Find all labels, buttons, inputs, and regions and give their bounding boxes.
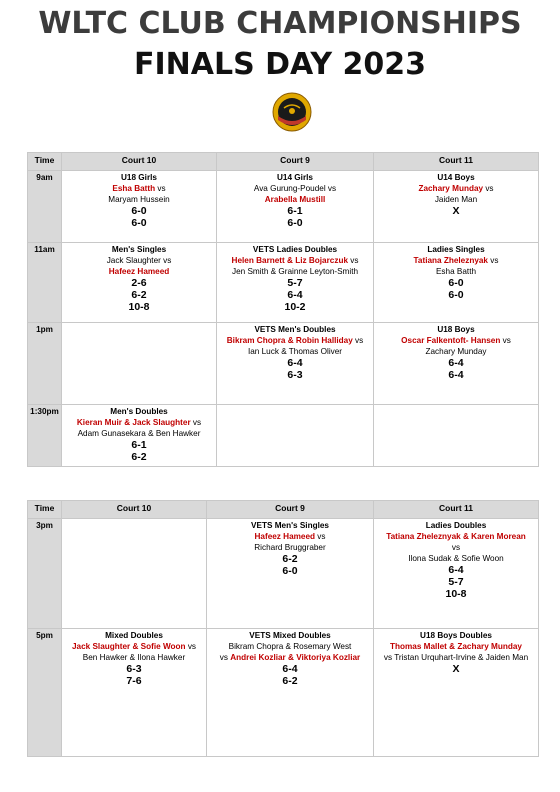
club-logo-icon bbox=[272, 92, 312, 132]
table-row bbox=[28, 323, 539, 405]
winner-name: Zachary Munday bbox=[418, 184, 484, 193]
opponent-name: Ian Luck & Thomas Oliver bbox=[247, 347, 343, 356]
header-court-11: Court 11 bbox=[374, 501, 539, 519]
score: 7-6 bbox=[126, 675, 142, 687]
event-name: U14 Girls bbox=[277, 173, 313, 182]
winner-name: Thomas Mallet & Zachary Munday bbox=[390, 642, 522, 651]
event-name: Men's Singles bbox=[111, 245, 167, 254]
score: 6-3 bbox=[126, 663, 142, 675]
winner-name: Oscar Falkentoft- Hansen bbox=[401, 336, 501, 345]
opponent-name: Ilona Sudak & Sofie Woon bbox=[408, 554, 504, 563]
vs-text: vs bbox=[315, 532, 326, 541]
event-name: Ladies Singles bbox=[427, 245, 485, 254]
header-time: Time bbox=[28, 153, 62, 171]
vs-text: vs bbox=[190, 418, 202, 427]
score: 10-8 bbox=[128, 301, 150, 313]
opponent-name: Ben Hawker & Ilona Hawker bbox=[82, 653, 186, 662]
match-cell bbox=[374, 323, 539, 405]
event-name: Men's Doubles bbox=[110, 407, 168, 416]
score: 2-6 bbox=[131, 277, 147, 289]
table-row bbox=[28, 243, 539, 323]
winner-name: Esha Batth bbox=[112, 184, 156, 193]
time-cell: 11am bbox=[28, 243, 62, 323]
header-court-10: Court 10 bbox=[62, 153, 217, 171]
score: 6-2 bbox=[282, 553, 298, 565]
score: 6-0 bbox=[131, 205, 147, 217]
empty-cell bbox=[62, 519, 207, 629]
event-name: VETS Mixed Doubles bbox=[249, 631, 331, 640]
opponent-name: Ava Gurung-Poudel vs bbox=[253, 184, 337, 193]
opponent-name: Jen Smith & Grainne Leyton-Smith bbox=[231, 267, 359, 276]
header-court-11: Court 11 bbox=[374, 153, 539, 171]
event-name: VETS Men's Doubles bbox=[254, 325, 336, 334]
score: 6-4 bbox=[448, 369, 464, 381]
opponent-name: Jaiden Man bbox=[434, 195, 478, 204]
score: 5-7 bbox=[287, 277, 303, 289]
table-row bbox=[28, 171, 539, 243]
event-name: U18 Boys bbox=[437, 325, 475, 334]
event-name: Ladies Doubles bbox=[425, 521, 487, 530]
score: 10-2 bbox=[284, 301, 306, 313]
event-name: U18 Boys Doubles bbox=[420, 631, 492, 640]
vs-text: vs bbox=[483, 184, 494, 193]
opponent-name: Bikram Chopra & Rosemary West bbox=[228, 642, 352, 651]
opponent-name: Jack Slaughter vs bbox=[106, 256, 172, 265]
score: X bbox=[452, 205, 460, 217]
score: 6-0 bbox=[131, 217, 147, 229]
vs-text: vs bbox=[451, 543, 461, 552]
empty-cell bbox=[62, 323, 217, 405]
score: X bbox=[452, 663, 460, 675]
match-cell bbox=[374, 243, 539, 323]
event-name: Mixed Doubles bbox=[105, 631, 163, 640]
winner-name: Tatiana Zheleznyak & Karen Morean bbox=[386, 532, 526, 541]
vs-text: vs bbox=[488, 256, 499, 265]
winner-name: Arabella Mustill bbox=[264, 195, 326, 204]
event-name: VETS Ladies Doubles bbox=[252, 245, 338, 254]
vs-text: vs bbox=[348, 256, 359, 265]
vs-text: vs bbox=[383, 653, 393, 662]
page-title: WLTC CLUB CHAMPIONSHIPS bbox=[38, 6, 522, 41]
match-cell bbox=[374, 171, 539, 243]
winner-name: Kieran Muir & Jack Slaughter bbox=[76, 418, 191, 427]
match-cell bbox=[62, 629, 207, 757]
score: 6-1 bbox=[287, 205, 303, 217]
table-header-row bbox=[28, 501, 539, 519]
score: 6-0 bbox=[282, 565, 298, 577]
event-name: VETS Men's Singles bbox=[251, 521, 329, 530]
table-row bbox=[28, 629, 539, 757]
vs-text: vs bbox=[500, 336, 511, 345]
match-cell bbox=[62, 405, 217, 467]
time-cell: 9am bbox=[28, 171, 62, 243]
match-cell bbox=[62, 243, 217, 323]
opponent-name: Tristan Urquhart-Irvine & Jaiden Man bbox=[394, 653, 529, 662]
vs-text: vs bbox=[352, 336, 364, 345]
vs-text: vs bbox=[219, 653, 228, 662]
match-cell bbox=[217, 171, 374, 243]
time-cell: 1:30pm bbox=[28, 405, 62, 467]
opponent-name: Richard Bruggraber bbox=[254, 543, 326, 552]
winner-name: Jack Slaughter & Sofie Woon bbox=[71, 642, 186, 651]
empty-cell bbox=[217, 405, 374, 467]
vs-text: vs bbox=[155, 184, 166, 193]
empty-cell bbox=[374, 405, 539, 467]
score: 6-1 bbox=[131, 439, 147, 451]
winner-name: Andrei Kozliar & Viktoriya Kozliar bbox=[230, 653, 361, 662]
opponent-name: Esha Batth bbox=[435, 267, 477, 276]
score: 6-4 bbox=[287, 289, 303, 301]
event-name: U14 Boys bbox=[437, 173, 475, 182]
winner-name: Hafeez Hameed bbox=[108, 267, 170, 276]
header-court-9: Court 9 bbox=[207, 501, 374, 519]
match-cell bbox=[217, 243, 374, 323]
score: 6-2 bbox=[282, 675, 298, 687]
score: 6-2 bbox=[131, 451, 147, 463]
event-name: U18 Girls bbox=[121, 173, 157, 182]
time-cell: 5pm bbox=[28, 629, 62, 757]
table-row bbox=[28, 405, 539, 467]
match-cell bbox=[62, 171, 217, 243]
match-cell bbox=[374, 519, 539, 629]
schedule-table-afternoon bbox=[27, 500, 539, 757]
winner-name: Bikram Chopra & Robin Halliday bbox=[226, 336, 353, 345]
score: 6-4 bbox=[287, 357, 303, 369]
match-cell bbox=[217, 323, 374, 405]
header-court-10: Court 10 bbox=[62, 501, 207, 519]
score: 6-4 bbox=[448, 564, 464, 576]
opponent-name: Adam Gunasekara & Ben Hawker bbox=[77, 429, 201, 438]
score: 10-8 bbox=[445, 588, 467, 600]
table-row bbox=[28, 519, 539, 629]
score: 6-4 bbox=[448, 357, 464, 369]
score: 6-0 bbox=[448, 289, 464, 301]
opponent-name: Zachary Munday bbox=[425, 347, 487, 356]
header-court-9: Court 9 bbox=[217, 153, 374, 171]
winner-name: Tatiana Zheleznyak bbox=[413, 256, 488, 265]
score: 6-0 bbox=[448, 277, 464, 289]
winner-name: Hafeez Hameed bbox=[254, 532, 316, 541]
time-cell: 3pm bbox=[28, 519, 62, 629]
score: 6-3 bbox=[287, 369, 303, 381]
opponent-name: Maryam Hussein bbox=[108, 195, 170, 204]
page-subtitle: FINALS DAY 2023 bbox=[133, 47, 427, 82]
time-cell: 1pm bbox=[28, 323, 62, 405]
header-time: Time bbox=[28, 501, 62, 519]
score: 6-2 bbox=[131, 289, 147, 301]
match-cell bbox=[374, 629, 539, 757]
score: 6-4 bbox=[282, 663, 298, 675]
schedule-table-morning bbox=[27, 152, 539, 467]
winner-name: Helen Barnett & Liz Bojarczuk bbox=[231, 256, 348, 265]
vs-text: vs bbox=[185, 642, 197, 651]
match-cell bbox=[207, 519, 374, 629]
score: 5-7 bbox=[448, 576, 464, 588]
score: 6-0 bbox=[287, 217, 303, 229]
table-header-row bbox=[28, 153, 539, 171]
match-cell bbox=[207, 629, 374, 757]
